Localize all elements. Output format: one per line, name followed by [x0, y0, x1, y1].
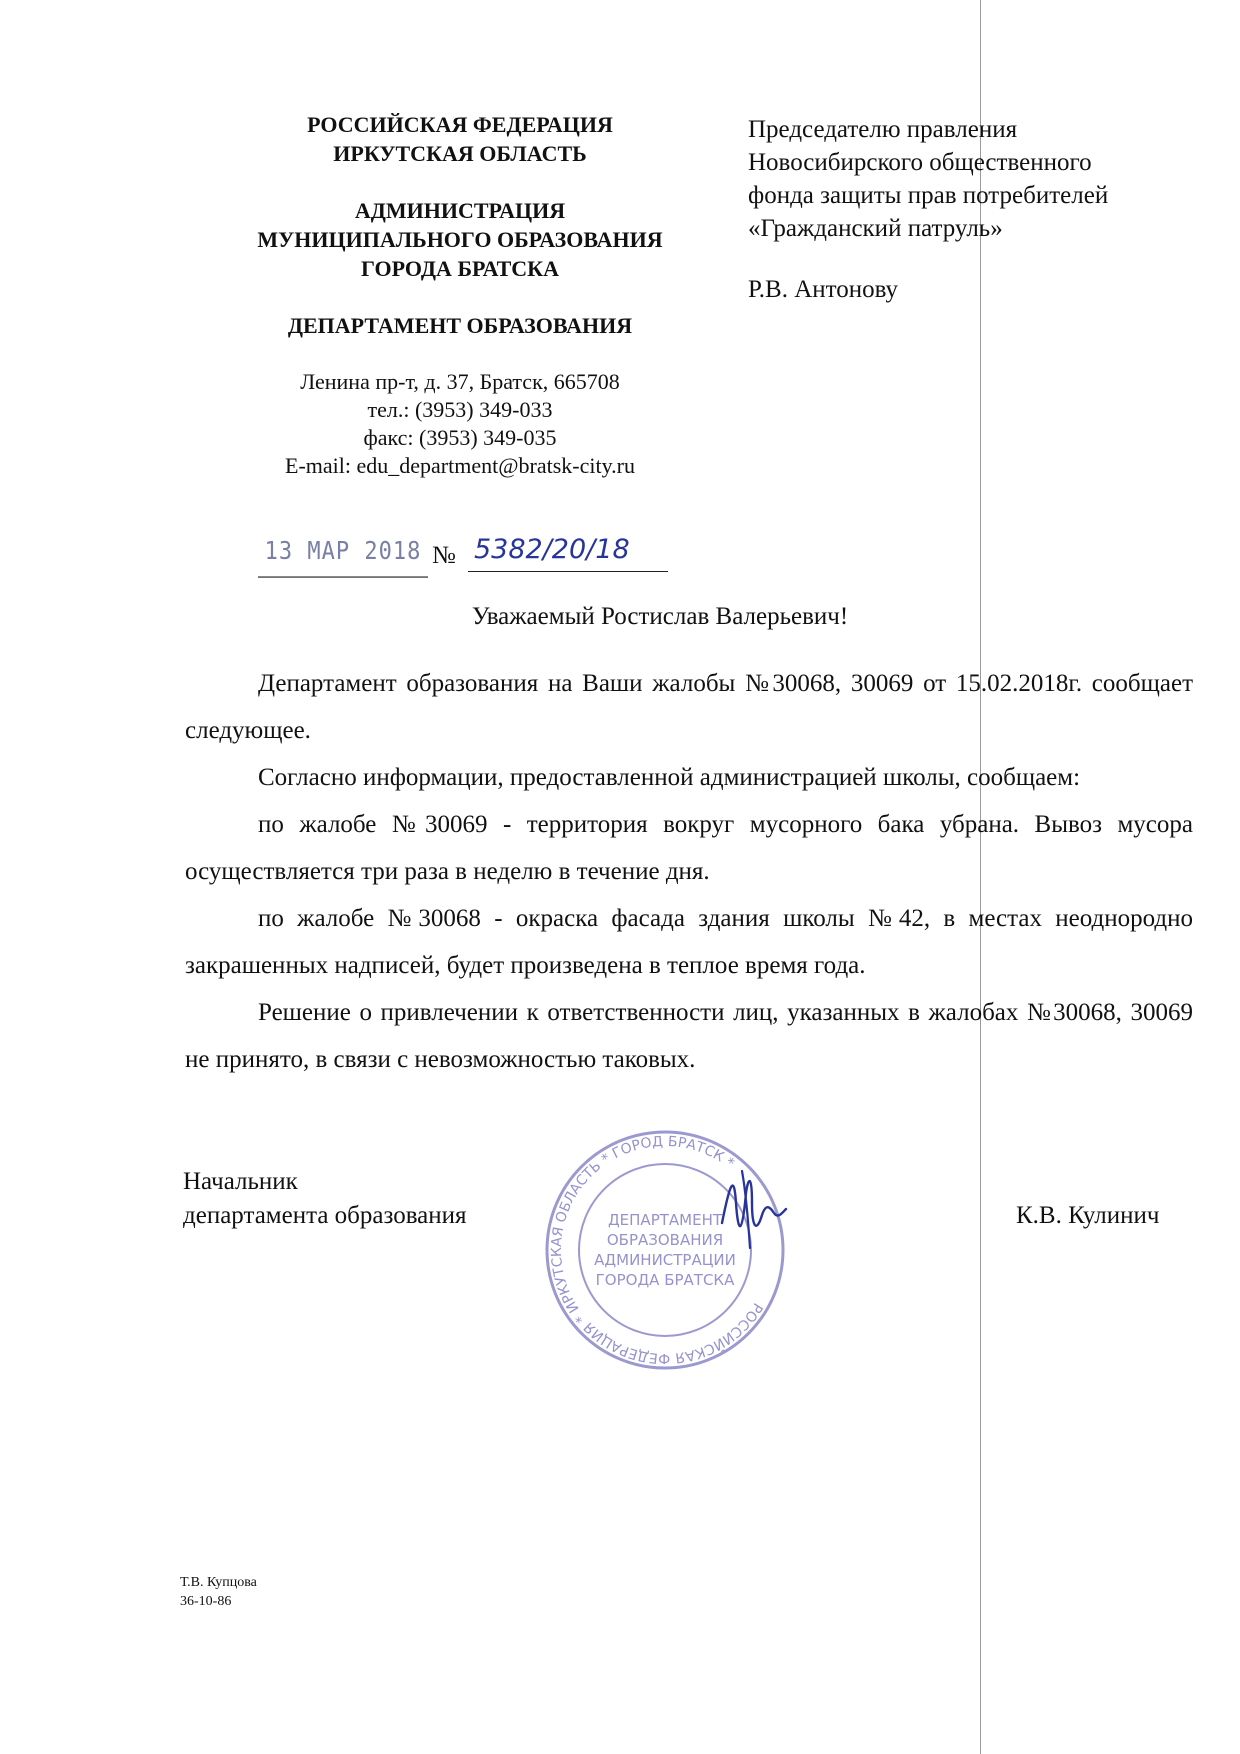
sender-address: Ленина пр-т, д. 37, Братск, 665708	[300, 369, 620, 394]
addressee-block	[748, 113, 1208, 306]
letter-body	[185, 660, 1193, 1083]
seal-line1: ДЕПАРТАМЕНТ	[607, 1211, 723, 1229]
sender-country: РОССИЙСКАЯ ФЕДЕРАЦИЯ	[307, 112, 613, 137]
executor-phone: 36-10-86	[180, 1594, 232, 1609]
seal-ring-text: РОССИЙСКАЯ ФЕДЕРАЦИЯ * ИРКУТСКАЯ ОБЛАСТЬ * ГОРОД БРАТСК *	[548, 1133, 766, 1367]
executor-name: Т.В. Купцова	[180, 1575, 257, 1590]
seal-line3: АДМИНИСТРАЦИИ	[594, 1251, 736, 1269]
sender-phone: тел.: (3953) 349-033	[367, 397, 553, 422]
sender-admin-line1: АДМИНИСТРАЦИЯ	[354, 198, 566, 223]
addressee-line3: фонда защиты прав потребителей	[748, 182, 1109, 209]
sender-admin-line3: ГОРОДА БРАТСКА	[361, 256, 559, 281]
registration-number-sign: №	[432, 542, 456, 569]
sender-department: ДЕПАРТАМЕНТ ОБРАЗОВАНИЯ	[287, 313, 633, 338]
body-paragraph-3: по жалобе №30069 - территория вокруг мусорного бака убрана. Вывоз мусора осуществляется три раза в неделю в течение дня.	[185, 811, 1193, 885]
executor-info	[180, 1573, 257, 1611]
registration-number: 5382/20/18	[468, 534, 668, 572]
body-paragraph-5: Решение о привлечении к ответственности лиц, указанных в жалобах №30068, 30069 не принято, в связи с невозможностью таковых.	[185, 999, 1193, 1073]
addressee-name: Р.В. Антонову	[748, 276, 899, 303]
body-paragraph-1: Департамент образования на Ваши жалобы №30068, 30069 от 15.02.2018г. сообщает следующее.	[185, 670, 1193, 744]
signer-title-line2: департамента образования	[183, 1202, 467, 1229]
addressee-line1: Председателю правления	[748, 116, 1018, 143]
sender-email: E-mail: edu_department@bratsk-city.ru	[285, 453, 635, 478]
addressee-line4: «Гражданский патруль»	[748, 215, 1003, 242]
signer-title-line1: Начальник	[183, 1168, 298, 1195]
handwritten-signature	[712, 1163, 792, 1253]
signer-title	[183, 1165, 467, 1233]
seal-line4: ГОРОДА БРАТСКА	[595, 1271, 735, 1289]
addressee-line2: Новосибирского общественного	[748, 149, 1092, 176]
greeting: Уважаемый Ростислав Валерьевич!	[471, 603, 849, 630]
sender-fax: факс: (3953) 349-035	[363, 425, 557, 450]
seal-line2: ОБРАЗОВАНИЯ	[606, 1231, 724, 1249]
sender-admin-line2: МУНИЦИПАЛЬНОГО ОБРАЗОВАНИЯ	[257, 227, 663, 252]
sender-region: ИРКУТСКАЯ ОБЛАСТЬ	[333, 141, 587, 166]
signer-name: К.В. Кулинич	[1016, 1202, 1160, 1229]
registration-date: 13 МАР 2018	[258, 537, 428, 577]
body-paragraph-4: по жалобе №30068 - окраска фасада здания школы №42, в местах неоднородно закрашенных надписей, будет произведена в теплое время года.	[185, 905, 1193, 979]
body-paragraph-2: Согласно информации, предоставленной администрацией школы, сообщаем:	[258, 764, 1081, 791]
sender-header	[210, 110, 710, 480]
